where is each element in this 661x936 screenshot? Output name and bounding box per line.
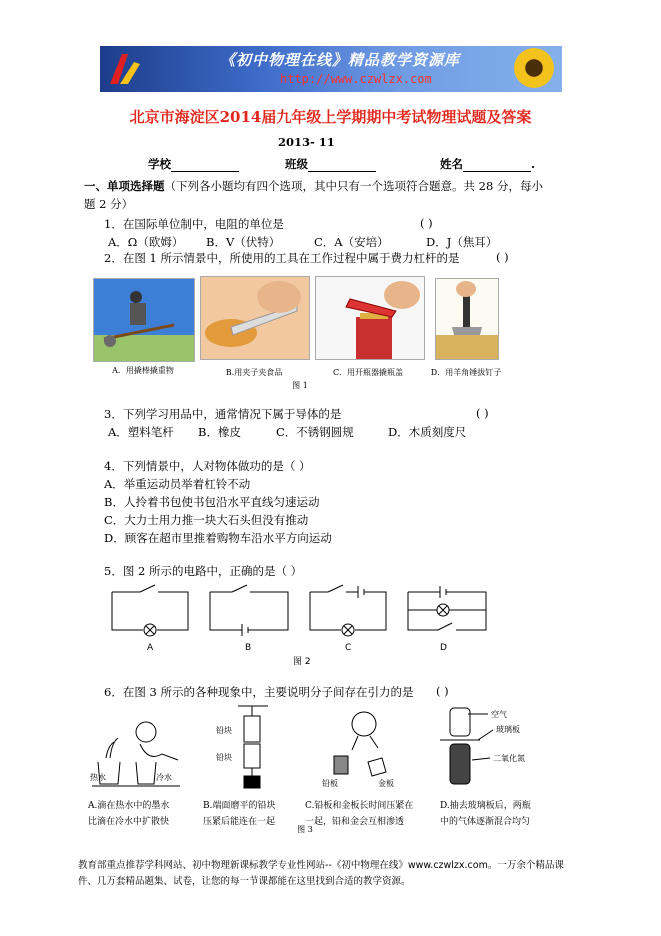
- circuit-d[interactable]: [408, 586, 486, 630]
- q6-option-a-line2: 比滴在冷水中扩散快: [88, 817, 170, 827]
- q1-option-c[interactable]: C．A（安培）: [314, 235, 389, 249]
- footer-line-2: 件、几万套精品题集、试卷，让您的每一节课都能在这里找到合适的教学资源。: [78, 876, 411, 887]
- banner-title: 《初中物理在线》精品教学资源库: [220, 51, 461, 69]
- school-label: 学校: [148, 157, 171, 171]
- fig1-caption-c: C．用开瓶器撬瓶盖: [332, 368, 404, 377]
- site-logo-icon: [106, 50, 146, 88]
- section-desc-2: 题 2 分）: [84, 197, 134, 211]
- section-heading: [84, 178, 543, 194]
- name-label: 姓名: [440, 157, 463, 171]
- fig3-drawing-d: [440, 708, 493, 784]
- q4-option-a[interactable]: A．举重运动员举着杠铃不动: [104, 477, 251, 491]
- q6-option-a[interactable]: [88, 798, 196, 830]
- label-lead-block-2: 铅块: [216, 753, 232, 762]
- label-glass-plate: 玻璃板: [496, 725, 520, 734]
- fig2-circuits: [100, 584, 500, 674]
- q6-stem: 6．在图 3 所示的各种现象中，主要说明分子间存在引力的是: [104, 685, 414, 699]
- circuit-b[interactable]: [210, 585, 288, 636]
- label-lead-plate: 铅板: [322, 779, 338, 788]
- label-no2: 二氧化氮: [493, 754, 525, 763]
- fig1-photo-b: [200, 276, 310, 360]
- fig1-photo-d: [435, 278, 499, 360]
- school-field[interactable]: [148, 156, 239, 172]
- q6-option-b[interactable]: [203, 798, 301, 830]
- q4-option-c[interactable]: C．大力士用力推一块大石头但没有推动: [104, 513, 309, 527]
- q4-option-b[interactable]: B．人拎着书包使书包沿水平直线匀速运动: [104, 495, 320, 509]
- fig3-drawing-b: [238, 706, 268, 788]
- document-title: 北京市海淀区2014届九年级上学期期中考试物理试题及答案: [129, 108, 532, 126]
- name-field[interactable]: [440, 156, 535, 172]
- q6-option-b-line2: 压紧后能连在一起: [203, 817, 276, 827]
- q3-answer-paren[interactable]: ( ): [476, 406, 489, 420]
- fig1-photo-c: [315, 276, 425, 360]
- label-cold-water: 冷水: [156, 773, 172, 782]
- q6-option-d-line2: 中的气体逐渐混合均匀: [440, 817, 531, 827]
- fig3-drawings: [88, 702, 558, 794]
- label-air: 空气: [491, 710, 507, 719]
- circuit-c[interactable]: [310, 585, 386, 636]
- fig3-drawing-c: [334, 712, 386, 776]
- q1-answer-paren[interactable]: ( ): [420, 216, 433, 230]
- circuit-label-d: D: [440, 643, 447, 653]
- class-field[interactable]: [285, 156, 376, 172]
- q3-option-c[interactable]: C．不锈钢圆规: [276, 425, 354, 439]
- q1-option-a[interactable]: A．Ω（欧姆）: [108, 235, 184, 249]
- q1-option-d[interactable]: D．J（焦耳）: [426, 235, 498, 249]
- q3-stem: 3．下列学习用品中，通常情况下属于导体的是: [104, 407, 342, 421]
- q6-option-a-line1: A.滴在热水中的墨水: [88, 801, 170, 811]
- sunflower-icon: [514, 48, 554, 88]
- fig1-caption-a: A．用撬棒撬重物: [112, 366, 174, 375]
- q1-stem: 1．在国际单位制中，电阻的单位是: [104, 217, 284, 231]
- site-banner: [100, 46, 562, 92]
- q6-option-d[interactable]: [440, 798, 552, 830]
- q6-option-c-line2: 一起，铅和金会互相渗透: [305, 817, 405, 827]
- section-heading-label: 一、单项选择题: [84, 179, 165, 193]
- q6-option-b-line1: B.端面磨平的铅块: [203, 801, 276, 811]
- exam-date: 2013- 11: [278, 135, 335, 149]
- fig3-label: 图 3: [297, 825, 313, 834]
- fig2-label: 图 2: [293, 657, 311, 667]
- school-blank[interactable]: [171, 159, 239, 172]
- fig1-label: 图 1: [292, 381, 308, 390]
- q2-answer-paren[interactable]: ( ): [496, 250, 509, 264]
- page-footer: [78, 858, 603, 890]
- q6-option-c-line1: C.铅板和金板长时间压紧在: [305, 801, 414, 811]
- fig1-photo-a: [93, 278, 195, 362]
- fig1-caption-d: D．用羊角锤拔钉子: [430, 368, 502, 377]
- q3-option-a[interactable]: A．塑料笔杆: [108, 425, 174, 439]
- banner-url[interactable]: http://www.czwlzx.com: [280, 72, 432, 86]
- fig1-caption-b: B.用夹子夹食品: [225, 368, 283, 377]
- q6-option-c[interactable]: [305, 798, 435, 830]
- q6-option-d-line1: D.抽去玻璃板后，两瓶: [440, 801, 531, 811]
- q3-option-b[interactable]: B．橡皮: [198, 425, 241, 439]
- q3-option-d[interactable]: D．木质刻度尺: [388, 425, 467, 439]
- label-lead-block-1: 铅块: [216, 726, 232, 735]
- label-gold-plate: 金板: [378, 779, 394, 788]
- section-desc: （下列各小题均有四个选项，其中只有一个选项符合题意。共 28 分，每小: [164, 179, 543, 193]
- q2-stem: 2．在图 1 所示情景中，所使用的工具在工作过程中属于费力杠杆的是: [104, 251, 460, 265]
- q1-option-b[interactable]: B．V（伏特）: [206, 235, 281, 249]
- circuit-label-a: A: [147, 643, 154, 653]
- class-label: 班级: [285, 157, 308, 171]
- footer-line-1: 教育部重点推荐学科网站、初中物理新课标教学专业性网站--《初中物理在线》www.czwlzx.com。一万余个精品课: [78, 860, 564, 871]
- circuit-a[interactable]: [112, 585, 188, 636]
- label-hot-water: 热水: [90, 773, 106, 782]
- class-blank[interactable]: [308, 159, 376, 172]
- name-end: .: [531, 157, 536, 171]
- q6-answer-paren[interactable]: ( ): [436, 684, 449, 698]
- name-blank[interactable]: [463, 159, 531, 172]
- q5-stem: 5．图 2 所示的电路中，正确的是（ ）: [104, 564, 303, 578]
- q4-option-d[interactable]: D．顾客在超市里推着购物车沿水平方向运动: [104, 531, 332, 545]
- circuit-label-c: C: [345, 643, 352, 653]
- q4-stem: 4．下列情景中，人对物体做功的是（ ）: [104, 459, 311, 473]
- circuit-label-b: B: [245, 643, 252, 653]
